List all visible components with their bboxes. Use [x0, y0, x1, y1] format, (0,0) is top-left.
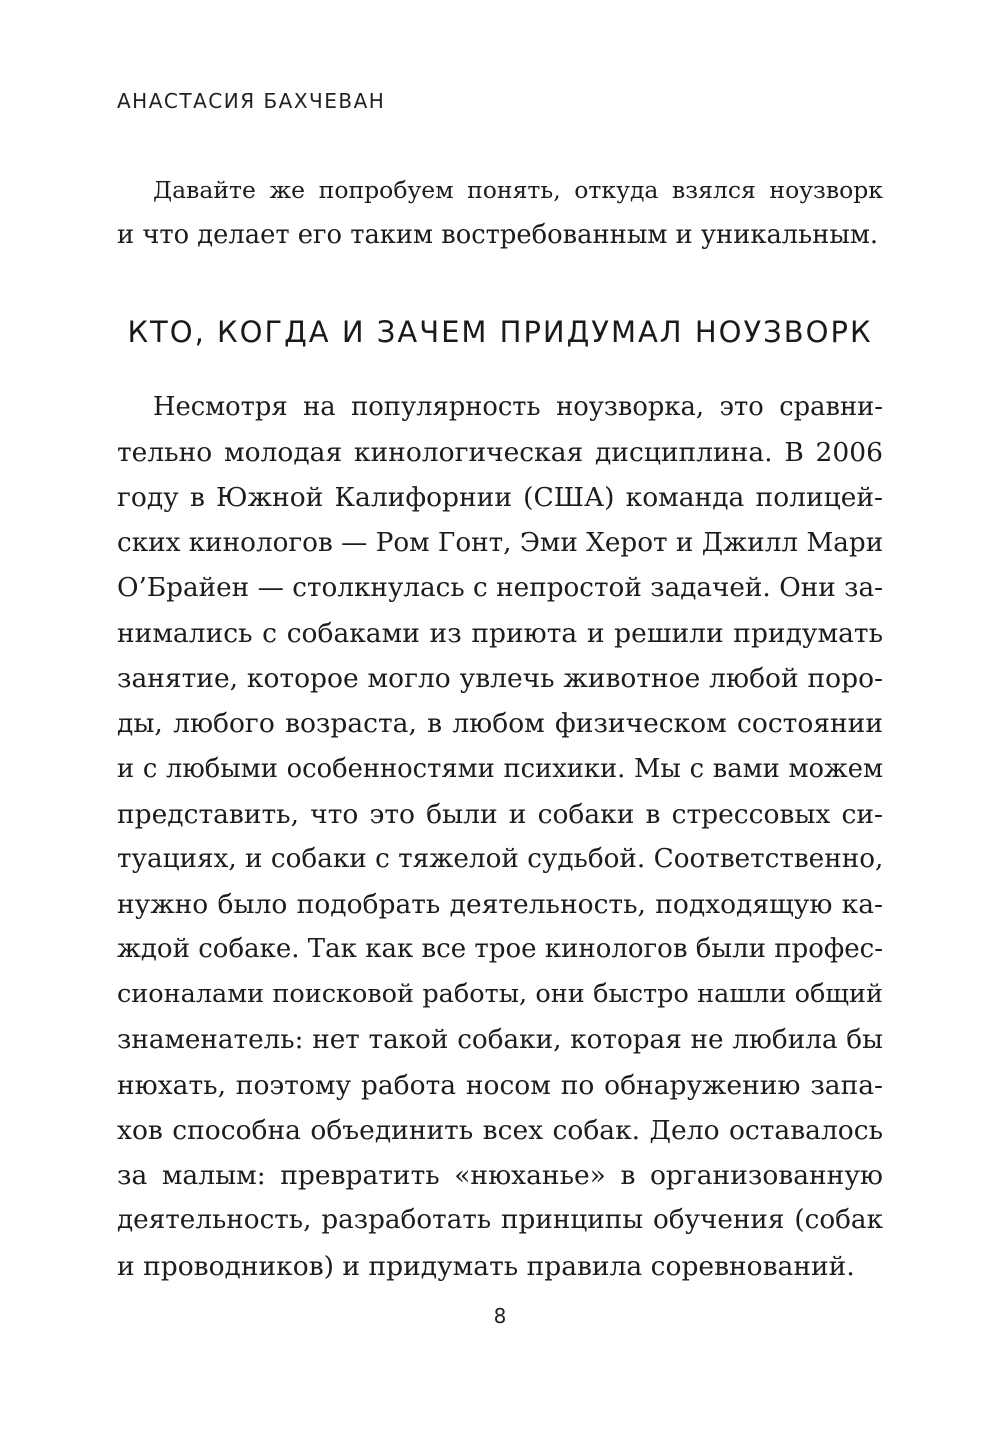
body-line: ждой собаке. Так как все трое кинологов были профес- — [117, 934, 883, 965]
body-paragraph — [117, 385, 883, 1289]
body-line: тельно молодая кинологическая дисциплина. В 2006 — [117, 437, 883, 469]
body-line: Несмотря на популярность ноузворка, это сравни- — [153, 392, 883, 422]
body-line: представить, что это были и собаки в стрессовых си- — [117, 798, 883, 830]
body-line: нимались с собаками из приюта и решили придумать — [117, 617, 883, 649]
body-line: за малым: превратить «нюханье» в организованную — [117, 1160, 883, 1192]
body-line: сионалами поисковой работы, они быстро нашли общий — [117, 979, 883, 1010]
body-line: нужно было подобрать деятельность, подходящую ка- — [117, 889, 883, 921]
body-line: деятельность, разработать принципы обучения (собак — [117, 1205, 883, 1236]
intro-paragraph — [117, 168, 883, 258]
body-line: туациях, и собаки с тяжелой судьбой. Соответственно, — [117, 843, 884, 874]
body-line: занятие, которое могло увлечь животное любой поро- — [117, 663, 883, 695]
page-number: 8 — [493, 1304, 507, 1328]
body-line: О’Брайен — столкнулась с непростой задачей. Они за- — [117, 572, 883, 603]
body-line: ды, любого возраста, в любом физическом состоянии — [117, 708, 883, 740]
section-heading: КТО, КОГДА И ЗАЧЕМ ПРИДУМАЛ НОУЗВОРК — [127, 315, 873, 349]
intro-line: и что делает его таким востребованным и уникальным. — [117, 220, 879, 251]
body-line: знаменатель: нет такой собаки, которая не любила бы — [117, 1024, 883, 1055]
body-line: нюхать, поэтому работа носом по обнаружению запа- — [117, 1069, 883, 1101]
body-line: ских кинологов — Ром Гонт, Эми Херот и Джилл Мари — [117, 527, 884, 558]
intro-line: Давайте же попробуем понять, откуда взялся ноузворк — [153, 176, 883, 204]
body-line: хов способна объединить всех собак. Дело оставалось — [117, 1115, 883, 1146]
running-head-author: АНАСТАСИЯ БАХЧЕВАН — [117, 89, 386, 113]
body-line: и с любыми особенностями психики. Мы с вами можем — [117, 753, 883, 784]
body-line: и проводников) и придумать правила соревнований. — [117, 1250, 855, 1282]
body-line: году в Южной Калифорнии (США) команда полицей- — [117, 482, 883, 514]
